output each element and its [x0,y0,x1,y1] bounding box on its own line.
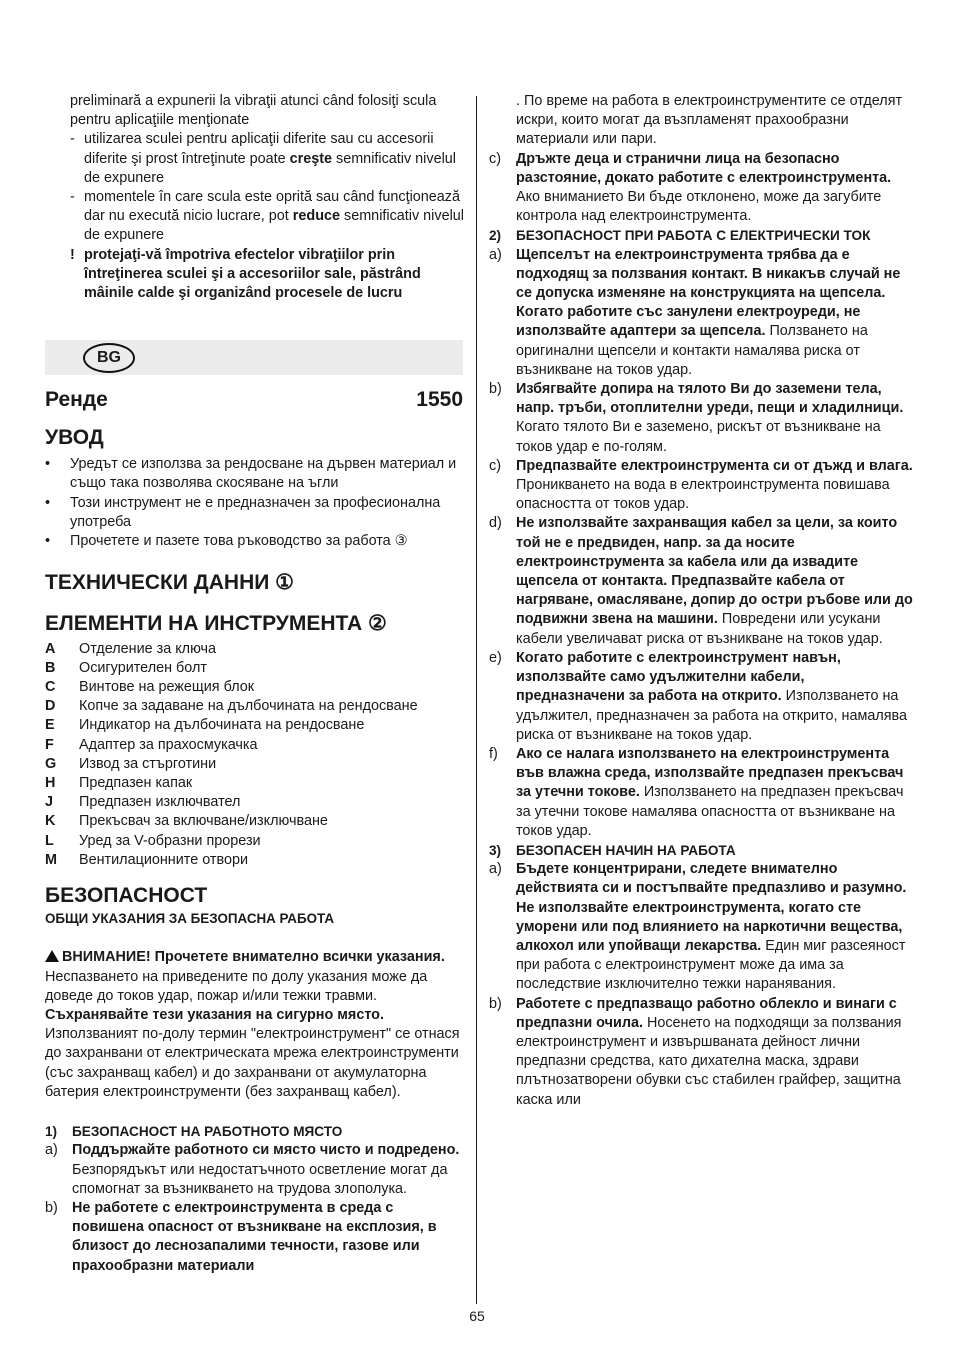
ro-warning-item: ! protejaţi-vă împotriva efectelor vibraţiilor prin întreţinerea sculei şi a accesoriilor sale, păstrând mâinile calde şi organizând procesele de lucru [70,246,421,302]
safety-item: a) Поддържайте работното си място чисто и подредено. Безпорядъкът или недостатъчното осветление могат да спомогнат за възникването на трудова злополука. [45,1142,460,1197]
safety-section-heading: 1) БЕЗОПАСНОСТ НА РАБОТНОТО МЯСТО [45,1124,343,1140]
list-item: G Извод за стърготини [45,755,217,772]
safety-warning: ВНИМАНИЕ! Прочетете внимателно всички указания. Неспазването на приведените по долу указания може да доведе до токов удар, пожар и/или тежки травми. Съхранявайте тези указания на сигурно място. Използваният по-долу термин "електроинструмент" се отнася до захранвани от електрическата мрежа електроинструменти (със захранващ кабел) и до захранвани от акумулаторна батерия електроинструменти (без захранващ кабел). [45,949,460,1100]
ro-intro: preliminară a expunerii la vibraţii atunci când folosiţi scula pentru aplicaţiile menţionate [70,93,437,129]
column-divider [476,96,477,1304]
warning-triangle-icon [45,950,59,962]
left-column-bg [45,428,465,1276]
safety-item: b) Работете с предпазващо работно облекло и винаги с предпазни очила. Носенето на подходящи за ползвания електроинструмент и извършваната дейност лични предпазни средства, като дихателна маска, здрави плътнозатворени обувки със стабилен грайфер, защитна каска или [489,995,902,1108]
ro-dash-item: - utilizarea sculei pentru aplicaţii diferite sau cu accesorii diferite şi prost întreţinute poate creşte semnificativ nivelul de expunere [70,131,456,186]
bullet-item: • Този инструмент не е предназначен за професионална употреба [45,494,441,530]
section-heading-intro: УВОД [45,426,104,449]
safety-item: a) Бъдете концентрирани, следете внимателно действията си и постъпвайте предпазливо и разумно. Не използвайте електроинструмента, когато сте уморени или под влиянието на наркотични вещества, алкохол или упойващи лекарства. Един миг разсеяност при работа с електроинструмент може да има за последствие изключително тежки наранявания. [489,861,907,993]
list-item: A Отделение за ключа [45,640,217,657]
safety-item: f) Ако се налага използването на електроинструмента във влажна среда, използвайте предпазен прекъсвач за утечни токове. Използването на предпазен прекъсвач за утечни токове намалява опасността от възникване на токов удар. [489,745,904,839]
product-name: Ренде [45,388,108,411]
list-item: F Адаптер за прахосмукачка [45,736,258,753]
safety-item: b) Не работете с електроинструмента в среда с повишена опасност от възникване на експлозия, в близост до леснозапалими течности, газове или прахообразни материали [45,1199,437,1274]
list-item: C Винтове на режещия блок [45,679,255,696]
safety-subheading: ОБЩИ УКАЗАНИЯ ЗА БЕЗОПАСНА РАБОТА [45,911,335,927]
page-number: 65 [469,1308,485,1324]
safety-section-heading: 3) БЕЗОПАСЕН НАЧИН НА РАБОТА [489,842,736,858]
list-item: L Уред за V-образни прорези [45,832,261,849]
section-heading-safety: БЕЗОПАСНОСТ [45,884,208,908]
safety-item-continued: . По време на работа в електроинструментите се отделят искри, които могат да възпламенят прахообразни материали или пари. [516,93,903,148]
safety-item: c) Дръжте деца и странични лица на безопасно разстояние, докато работите с електроинструмента. Ако вниманието Ви бъде отклонено, може да загубите контрола над електроинструмента. [489,150,892,225]
bullet-item: • Прочетете и пазете това ръководство за работа ③ [45,533,408,550]
safety-item: d) Не използвайте захранващия кабел за цели, за които той не е предвиден, напр. за да носите електроинструмента за кабела или да извадите щепсела от контакта. Предпазвайте кабела от нагряване, омасляване, допир до остри ръбове или до подвижни звена на машини. Повредени или усукани кабели увеличават риска от възникване на токов удар. [489,515,913,647]
product-model: 1550 [416,388,463,411]
section-heading-elements: ЕЛЕМЕНТИ НА ИНСТРУМЕНТА ② [45,612,387,636]
right-column [489,92,913,1110]
list-item: J Предпазен изключвател [45,794,241,811]
safety-item: e) Когато работите с електроинструмент навън, използвайте само удължителни кабели, предназначени за работа на открито. Използването на удължител, предназначен за работа на открито, намалява риска от възникване на токов удар. [489,649,908,743]
list-item: B Осигурителен болт [45,659,207,676]
language-band [45,340,463,375]
safety-item: b) Избягвайте допира на тялото Ви до заземени тела, напр. тръби, отоплителни уреди, пещи и хладилници. Когато тялото Ви е заземено, рискът от възникване на токов удар е по-голям. [489,381,904,455]
safety-item: c) Предпазвайте електроинструмента си от дъжд и влага. Проникването на вода в електроинструмента повишава опасността от токов удар. [489,457,913,513]
section-heading-tech-data: ТЕХНИЧЕСКИ ДАННИ ① [45,571,294,595]
list-item: E Индикатор на дълбочината на рендосване [45,717,365,734]
list-item: M Вентилационните отвори [45,851,249,868]
left-column [45,92,465,303]
language-badge: BG [83,343,135,373]
safety-item: a) Щепселът на електроинструмента трябва да е подходящ за ползвания контакт. В никакъв случай не се допуска изменяне на конструкцията на щепсела. Когато работите със занулени електроуреди, не използвайте адаптери за щепсела. Ползването на оригинални щепсели и контакти намалява риска от възникване на токов удар. [489,246,901,378]
elements-list [45,640,465,870]
product-title [45,388,463,412]
bullet-item: • Уредът се използва за рендосване на дървен материал и също така позволява скосяване на ъгли [45,456,457,492]
ro-dash-item: - momentele în care scula este oprită sau când funcţionează dar nu execută nicio lucrare, pot reduce semnificativ nivelul de expunere [70,189,464,244]
list-item: K Прекъсвач за включване/изключване [45,813,328,830]
list-item: H Предпазен капак [45,775,193,792]
safety-section-heading: 2) БЕЗОПАСНОСТ ПРИ РАБОТА С ЕЛЕКТРИЧЕСКИ ТОК [489,228,871,244]
list-item: D Копче за задаване на дълбочината на рендосване [45,698,418,715]
